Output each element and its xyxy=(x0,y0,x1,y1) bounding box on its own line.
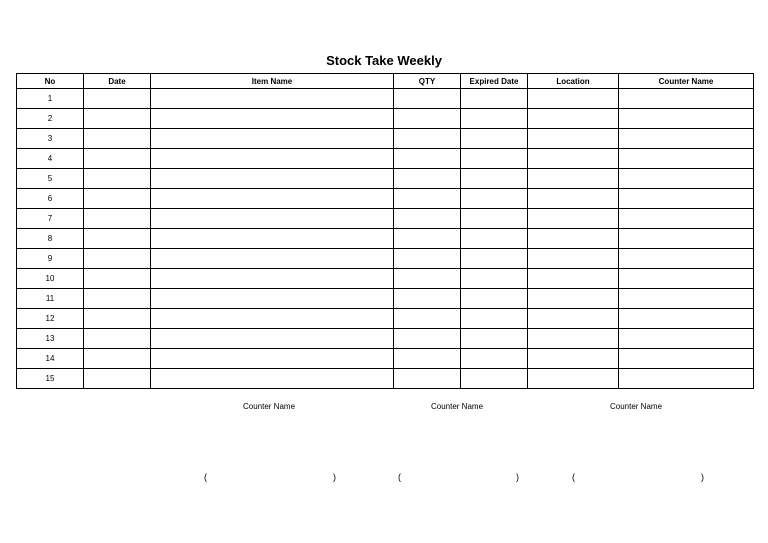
table-row xyxy=(17,229,754,249)
signature-label-2: Counter Name xyxy=(431,402,484,411)
table-cell[interactable] xyxy=(394,369,461,389)
table-cell[interactable] xyxy=(151,229,394,249)
table-cell[interactable] xyxy=(461,229,528,249)
table-cell[interactable] xyxy=(528,89,619,109)
table-cell[interactable] xyxy=(528,289,619,309)
table-cell[interactable] xyxy=(619,309,754,329)
table-cell[interactable] xyxy=(619,289,754,309)
table-cell[interactable] xyxy=(84,349,151,369)
signature-close-paren-1: ) xyxy=(333,472,336,482)
table-row xyxy=(17,289,754,309)
signature-open-paren-2: ( xyxy=(398,472,401,482)
table-cell[interactable] xyxy=(461,349,528,369)
table-cell[interactable] xyxy=(461,149,528,169)
table-row xyxy=(17,269,754,289)
table-cell[interactable] xyxy=(528,189,619,209)
table-row xyxy=(17,189,754,209)
table-row xyxy=(17,129,754,149)
table-cell[interactable] xyxy=(461,89,528,109)
table-cell[interactable] xyxy=(151,349,394,369)
table-cell[interactable] xyxy=(619,169,754,189)
table-cell[interactable] xyxy=(528,249,619,269)
table-cell[interactable] xyxy=(151,289,394,309)
table-cell[interactable] xyxy=(528,129,619,149)
table-cell[interactable] xyxy=(394,309,461,329)
table-row xyxy=(17,209,754,229)
table-cell[interactable] xyxy=(619,269,754,289)
table-cell[interactable] xyxy=(394,209,461,229)
table-cell[interactable] xyxy=(394,189,461,209)
signature-open-paren-1: ( xyxy=(204,472,207,482)
table-cell[interactable] xyxy=(151,209,394,229)
row-number-cell: 10 xyxy=(17,269,84,289)
table-cell[interactable] xyxy=(619,149,754,169)
row-number-cell: 6 xyxy=(17,189,84,209)
table-cell[interactable] xyxy=(461,309,528,329)
table-cell[interactable] xyxy=(619,89,754,109)
table-cell[interactable] xyxy=(461,249,528,269)
table-header-row xyxy=(17,74,754,89)
table-row xyxy=(17,249,754,269)
signature-open-paren-3: ( xyxy=(572,472,575,482)
column-header-no: No xyxy=(17,74,84,89)
table-cell[interactable] xyxy=(461,289,528,309)
table-cell[interactable] xyxy=(619,349,754,369)
table-row xyxy=(17,369,754,389)
table-cell[interactable] xyxy=(619,189,754,209)
table-cell[interactable] xyxy=(84,369,151,389)
table-cell[interactable] xyxy=(394,269,461,289)
table-cell[interactable] xyxy=(461,189,528,209)
table-cell[interactable] xyxy=(394,129,461,149)
table-cell[interactable] xyxy=(84,109,151,129)
row-number-cell: 12 xyxy=(17,309,84,329)
row-number-cell: 1 xyxy=(17,89,84,109)
column-header-item-name: Item Name xyxy=(151,74,394,89)
table-cell[interactable] xyxy=(461,269,528,289)
row-number-cell: 4 xyxy=(17,149,84,169)
table-cell[interactable] xyxy=(461,109,528,129)
table-cell[interactable] xyxy=(394,349,461,369)
table-cell[interactable] xyxy=(151,109,394,129)
column-header-date: Date xyxy=(84,74,151,89)
table-cell[interactable] xyxy=(84,189,151,209)
column-header-location: Location xyxy=(528,74,619,89)
row-number-cell: 14 xyxy=(17,349,84,369)
table-cell[interactable] xyxy=(528,169,619,189)
table-cell[interactable] xyxy=(619,109,754,129)
table-cell[interactable] xyxy=(619,209,754,229)
column-header-counter-name: Counter Name xyxy=(619,74,754,89)
table-cell[interactable] xyxy=(84,129,151,149)
table-cell[interactable] xyxy=(619,369,754,389)
table-cell[interactable] xyxy=(394,149,461,169)
table-cell[interactable] xyxy=(151,269,394,289)
table-cell[interactable] xyxy=(461,129,528,149)
table-cell[interactable] xyxy=(84,289,151,309)
row-number-cell: 2 xyxy=(17,109,84,129)
table-cell[interactable] xyxy=(394,249,461,269)
signature-close-paren-2: ) xyxy=(516,472,519,482)
table-cell[interactable] xyxy=(528,329,619,349)
row-number-cell: 8 xyxy=(17,229,84,249)
table-cell[interactable] xyxy=(619,129,754,149)
row-number-cell: 5 xyxy=(17,169,84,189)
table-cell[interactable] xyxy=(394,169,461,189)
table-cell[interactable] xyxy=(84,149,151,169)
table-cell[interactable] xyxy=(151,129,394,149)
table-cell[interactable] xyxy=(528,369,619,389)
column-header-qty: QTY xyxy=(394,74,461,89)
table-cell[interactable] xyxy=(151,169,394,189)
table-cell[interactable] xyxy=(84,229,151,249)
table-cell[interactable] xyxy=(461,169,528,189)
column-header-expired-date: Expired Date xyxy=(461,74,528,89)
table-cell[interactable] xyxy=(84,249,151,269)
table-cell[interactable] xyxy=(394,289,461,309)
table-cell[interactable] xyxy=(84,329,151,349)
stock-take-table xyxy=(16,73,754,389)
signature-label-3: Counter Name xyxy=(610,402,663,411)
table-cell[interactable] xyxy=(528,309,619,329)
table-cell[interactable] xyxy=(461,209,528,229)
table-cell[interactable] xyxy=(461,369,528,389)
table-row xyxy=(17,309,754,329)
table-cell[interactable] xyxy=(528,209,619,229)
table-cell[interactable] xyxy=(528,229,619,249)
row-number-cell: 9 xyxy=(17,249,84,269)
table-cell[interactable] xyxy=(394,109,461,129)
table-cell[interactable] xyxy=(528,349,619,369)
table-row xyxy=(17,349,754,369)
row-number-cell: 3 xyxy=(17,129,84,149)
table-row xyxy=(17,169,754,189)
row-number-cell: 13 xyxy=(17,329,84,349)
table-cell[interactable] xyxy=(151,329,394,349)
table-cell[interactable] xyxy=(528,149,619,169)
row-number-cell: 15 xyxy=(17,369,84,389)
table-cell[interactable] xyxy=(394,329,461,349)
table-cell[interactable] xyxy=(151,249,394,269)
signature-close-paren-3: ) xyxy=(701,472,704,482)
page-title: Stock Take Weekly xyxy=(326,53,442,68)
table-cell[interactable] xyxy=(528,109,619,129)
table-cell[interactable] xyxy=(84,269,151,289)
table-cell[interactable] xyxy=(619,229,754,249)
table-cell[interactable] xyxy=(84,89,151,109)
table-cell[interactable] xyxy=(394,89,461,109)
signature-label-1: Counter Name xyxy=(243,402,296,411)
table-row xyxy=(17,89,754,109)
table-cell[interactable] xyxy=(84,209,151,229)
table-row xyxy=(17,149,754,169)
table-cell[interactable] xyxy=(394,229,461,249)
row-number-cell: 7 xyxy=(17,209,84,229)
table-row xyxy=(17,329,754,349)
table-cell[interactable] xyxy=(619,249,754,269)
table-cell[interactable] xyxy=(84,309,151,329)
row-number-cell: 11 xyxy=(17,289,84,309)
table-cell[interactable] xyxy=(151,89,394,109)
table-cell[interactable] xyxy=(151,149,394,169)
table-cell[interactable] xyxy=(151,309,394,329)
table-cell[interactable] xyxy=(528,269,619,289)
table-cell[interactable] xyxy=(619,329,754,349)
table-row xyxy=(17,109,754,129)
table-cell[interactable] xyxy=(151,369,394,389)
table-cell[interactable] xyxy=(84,169,151,189)
table-cell[interactable] xyxy=(461,329,528,349)
table-cell[interactable] xyxy=(151,189,394,209)
